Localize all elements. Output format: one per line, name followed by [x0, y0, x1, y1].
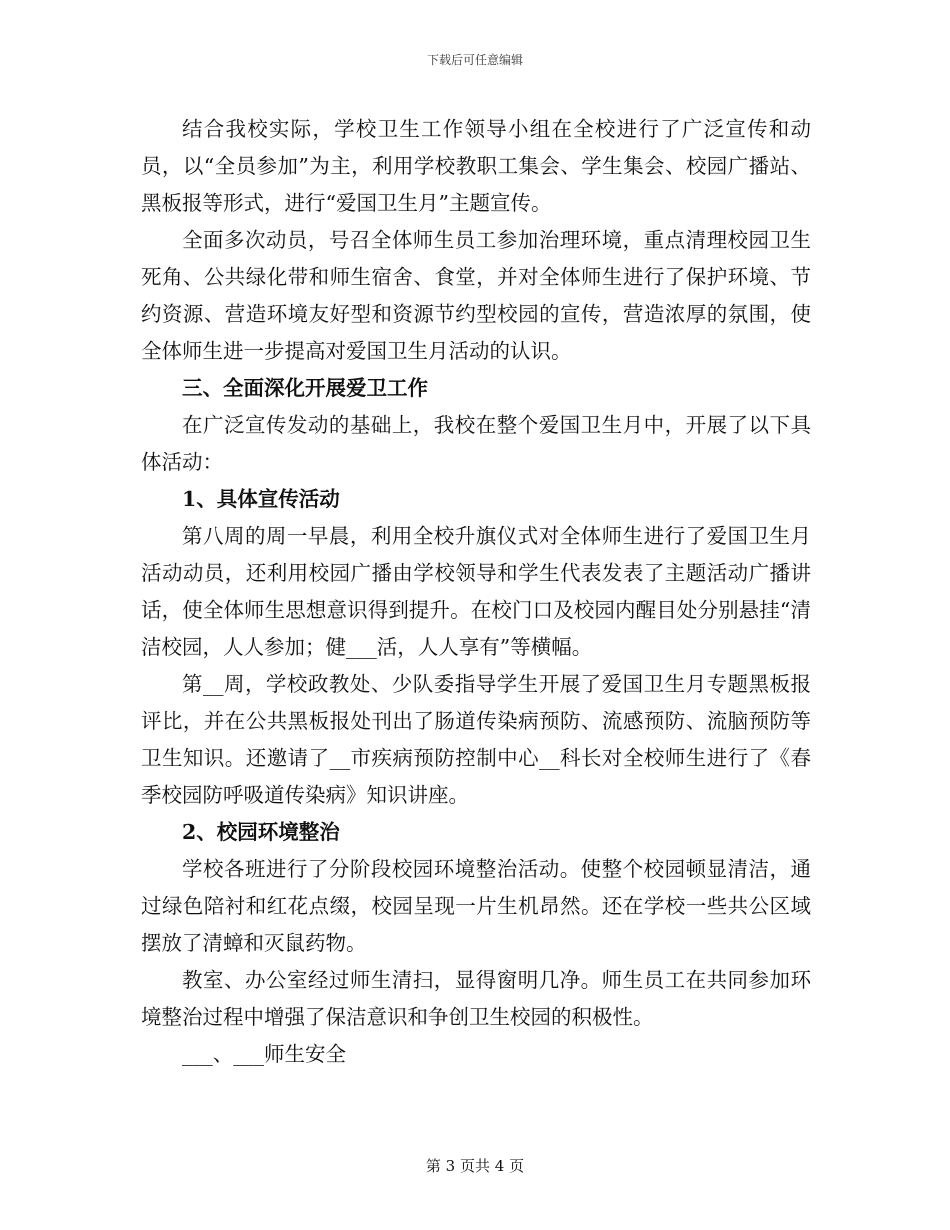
paragraph-cleanup: 学校各班进行了分阶段校园环境整治活动。使整个校园顿显清洁，通过绿色陪衬和红花点缀，校园呈现一片生机昂然。还在学校一些共公区域摆放了清蟑和灭鼠药物。: [141, 857, 811, 955]
paragraph-safety: ___、___师生安全: [182, 1042, 346, 1066]
document-body: [141, 111, 811, 1073]
paragraph-classrooms: 教室、办公室经过师生清扫，显得窗明几净。师生员工在共同参加环境整治过程中增强了保洁意识和争创卫生校园的积极性。: [141, 968, 811, 1029]
paragraph-section-intro: 在广泛宣传发动的基础上，我校在整个爱国卫生月中，开展了以下具体活动：: [141, 413, 811, 474]
section-heading-3: 三、全面深化开展爱卫工作: [182, 376, 428, 400]
subheading-environment: 2、校园环境整治: [182, 820, 340, 844]
paragraph-campaign-overview: 结合我校实际，学校卫生工作领导小组在全校进行了广泛宣传和动员，以“全员参加”为主，利用学校教职工集会、学生集会、校园广播站、黑板报等形式，进行“爱国卫生月”主题宣传。: [141, 117, 811, 215]
page-header: 下载后可任意编辑: [426, 53, 523, 67]
paragraph-blackboard: 第__周，学校政教处、少队委指导学生开展了爱国卫生月专题黑板报评比，并在公共黑板报处刊出了肠道传染病预防、流感预防、流脑预防等卫生知识。还邀请了__市疾病预防控制中心__科长对全校师生进行了《春季校园防呼吸道传染病》知识讲座。: [141, 672, 811, 807]
subheading-publicity: 1、具体宣传活动: [182, 487, 340, 511]
page-footer: 第 3 页共 4 页: [425, 1157, 525, 1175]
paragraph-flag-ceremony: 第八周的周一早晨，利用全校升旗仪式对全体师生进行了爱国卫生月活动动员，还利用校园广播由学校领导和学生代表发表了主题活动广播讲话，使全体师生思想意识得到提升。在校门口及校园内醒目处分别悬挂“清洁校园，人人参加；健___活，人人享有”等横幅。: [141, 524, 811, 659]
paragraph-mobilization: 全面多次动员，号召全体师生员工参加治理环境，重点清理校园卫生死角、公共绿化带和师生宿舍、食堂，并对全体师生进行了保护环境、节约资源、营造环境友好型和资源节约型校园的宣传，营造浓厚的氛围，使全体师生进一步提高对爱国卫生月活动的认识。: [141, 228, 811, 363]
